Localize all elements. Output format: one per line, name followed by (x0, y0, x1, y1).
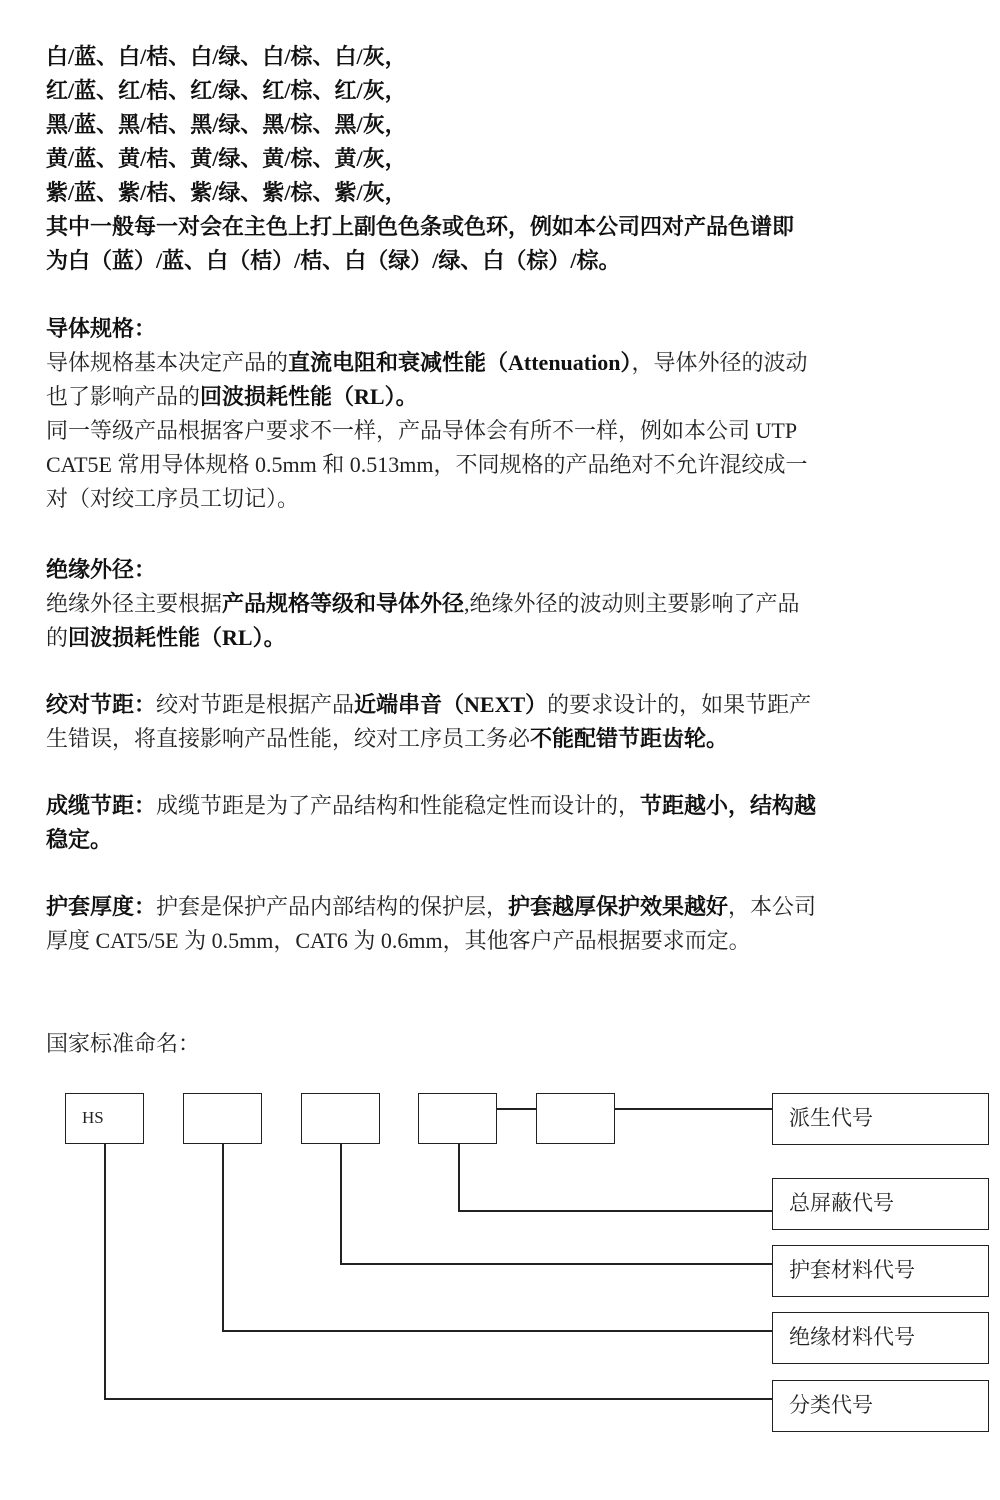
text-run: 的要求设计的，如果节距产 (547, 692, 812, 717)
color-line: 白/蓝、白/桔、白/绿、白/棕、白/灰， (46, 44, 407, 69)
paragraph-line (46, 587, 961, 621)
paragraph-line: 稳定。 (46, 827, 113, 852)
code-box-derivative (536, 1093, 615, 1144)
section-heading: 导体规格： (46, 316, 157, 341)
color-line: 红/蓝、红/桔、红/绿、红/棕、红/灰， (46, 78, 407, 103)
text-run: ，导体外径的波动 (631, 350, 808, 375)
legend-box-shield: 总屏蔽代号 (772, 1178, 989, 1230)
color-note-line: 其中一般每一对会在主色上打上副色色条或色环，例如本公司四对产品色谱即 (46, 214, 795, 239)
emphasis-text: 护套越厚保护效果越好 (508, 894, 729, 919)
legend-box-jacket: 护套材料代号 (772, 1245, 989, 1297)
text-run: 生错误，将直接影响产品性能，绞对工序员工务必 (46, 726, 531, 751)
twist-pitch-section (46, 688, 961, 756)
emphasis-text: 不能配错节距齿轮。 (530, 726, 729, 751)
paragraph-line: 对（对绞工序员工切记）。 (46, 486, 300, 511)
connector-line (340, 1263, 772, 1265)
text-run: 导体规格基本决定产品的 (46, 350, 289, 375)
emphasis-text: 回波损耗性能（RL）。 (68, 625, 286, 650)
section-heading: 绞对节距： (46, 692, 157, 717)
code-box-text: HS (82, 1108, 104, 1127)
connector-line (458, 1144, 460, 1211)
legend-box-derivative: 派生代号 (772, 1093, 989, 1145)
paragraph-line (46, 346, 961, 380)
emphasis-text: 产品规格等级和导体外径 (222, 591, 465, 616)
color-line: 黑/蓝、黑/桔、黑/绿、黑/棕、黑/灰， (46, 112, 407, 137)
legend-box-insulation: 绝缘材料代号 (772, 1312, 989, 1364)
text-run: 绝缘外径主要根据 (46, 591, 223, 616)
emphasis-text: 节距越小，结构越 (640, 793, 817, 818)
paragraph-line: 同一等级产品根据客户要求不一样，产品导体会有所不一样，例如本公司 UTP (46, 418, 798, 443)
connector-line (458, 1210, 772, 1212)
connector-line (340, 1144, 342, 1264)
naming-label: 国家标准命名： (46, 1031, 201, 1056)
section-heading: 护套厚度： (46, 894, 157, 919)
text-run: ,绝缘外径的波动则主要影响了产品 (464, 591, 800, 616)
paragraph-line (46, 380, 961, 414)
connector-line (615, 1108, 772, 1110)
emphasis-text: 回波损耗性能（RL）。 (200, 384, 418, 409)
color-line: 黄/蓝、黄/桔、黄/绿、黄/棕、黄/灰， (46, 146, 407, 171)
section-heading: 绝缘外径： (46, 557, 157, 582)
text-run: 绞对节距是根据产品 (156, 692, 355, 717)
connector-line (222, 1330, 772, 1332)
conductor-section (46, 312, 961, 516)
code-box-shield (418, 1093, 497, 1144)
color-line: 紫/蓝、紫/桔、紫/绿、紫/棕、紫/灰， (46, 180, 407, 205)
connector-line (104, 1398, 772, 1400)
paragraph-line (46, 789, 961, 823)
emphasis-text: 直流电阻和衰减性能（Attenuation） (288, 350, 632, 375)
connector-line (222, 1144, 224, 1331)
legend-box-category: 分类代号 (772, 1380, 989, 1432)
text-run: 护套是保护产品内部结构的保护层， (156, 894, 509, 919)
paragraph-line (46, 722, 961, 756)
jacket-thickness-section (46, 890, 961, 958)
code-box-jacket (301, 1093, 380, 1144)
emphasis-text: 近端串音（NEXT） (354, 692, 548, 717)
color-note-line: 为白（蓝）/蓝、白（桔）/桔、白（绿）/绿、白（棕）/棕。 (46, 248, 621, 273)
insulation-section (46, 553, 961, 655)
text-run: 的 (46, 625, 69, 650)
cabling-pitch-section (46, 789, 961, 857)
paragraph-line (46, 688, 961, 722)
code-box-hs (65, 1093, 144, 1144)
text-run: 成缆节距是为了产品结构和性能稳定性而设计的， (156, 793, 641, 818)
color-code-section (46, 40, 961, 278)
text-run: 也了影响产品的 (46, 384, 201, 409)
connector-line (497, 1108, 536, 1110)
code-box-insulation (183, 1093, 262, 1144)
paragraph-line: 厚度 CAT5/5E 为 0.5mm，CAT6 为 0.6mm，其他客户产品根据要求而定。 (46, 928, 751, 953)
paragraph-line: CAT5E 常用导体规格 0.5mm 和 0.513mm，不同规格的产品绝对不允许混绞成一 (46, 452, 808, 477)
text-run: ，本公司 (728, 894, 817, 919)
paragraph-line (46, 621, 961, 655)
section-heading: 成缆节距： (46, 793, 157, 818)
connector-line (104, 1144, 106, 1399)
paragraph-line (46, 890, 961, 924)
